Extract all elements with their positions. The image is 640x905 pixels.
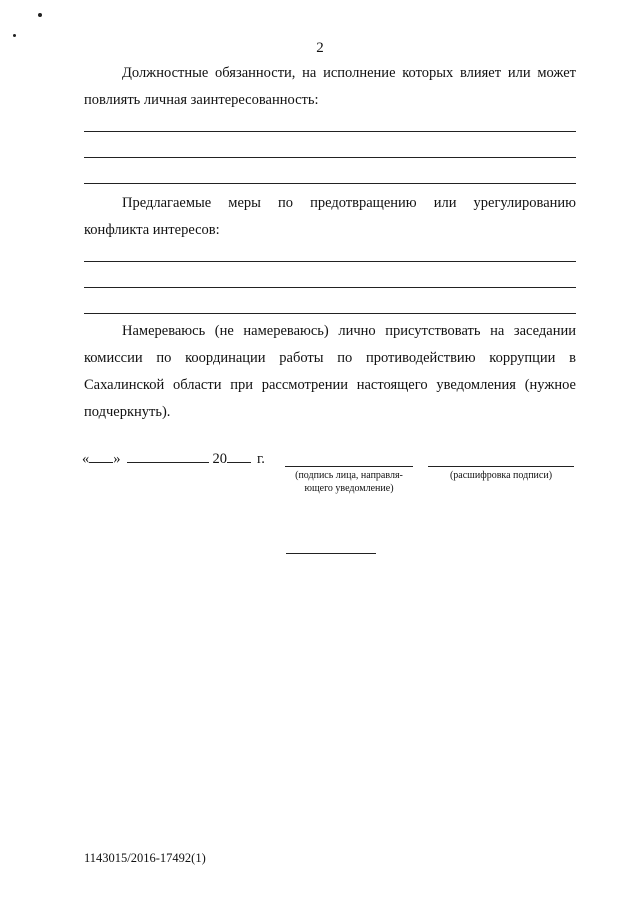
scan-speck <box>13 34 16 37</box>
measures-answer-line[interactable] <box>84 261 576 262</box>
date-line <box>82 450 265 468</box>
year-suffix: г. <box>257 451 265 467</box>
duties-text: Должностные обязанности, на исполнение которых влияет или может повлиять личная заинтересованность: <box>84 65 576 108</box>
open-quote: « <box>82 451 90 467</box>
scan-speck <box>38 13 42 17</box>
document-id: 1143015/2016-17492(1) <box>84 851 206 865</box>
close-quote: » <box>113 451 121 467</box>
intent-text: Намереваюсь (не намереваюсь) лично присутствовать на заседании комиссии по координации работы по противодействию коррупции в Сахалинской области при рассмотрении настоящего уведомления (нужное подчеркнуть). <box>84 323 576 420</box>
duties-answer-line[interactable] <box>84 157 576 158</box>
measures-answer-line[interactable] <box>84 287 576 288</box>
signature-caption: (подпись лица, направля- ющего уведомление) <box>295 470 403 494</box>
day-field[interactable] <box>89 450 113 463</box>
month-field[interactable] <box>127 450 209 463</box>
duties-answer-line[interactable] <box>84 183 576 184</box>
year-prefix: 20 <box>212 451 227 467</box>
closing-separator-line <box>286 553 376 554</box>
year-field[interactable] <box>227 450 251 463</box>
measures-paragraph <box>84 190 576 244</box>
signature-line[interactable] <box>285 466 413 467</box>
decryption-line[interactable] <box>428 466 574 467</box>
measures-answer-line[interactable] <box>84 313 576 314</box>
decryption-caption: (расшифровка подписи) <box>449 470 553 481</box>
intent-paragraph <box>84 318 576 426</box>
duties-answer-line[interactable] <box>84 131 576 132</box>
page-number: 2 <box>316 40 324 56</box>
measures-text: Предлагаемые меры по предотвращению или урегулированию конфликта интересов: <box>84 195 576 238</box>
duties-paragraph <box>84 60 576 114</box>
